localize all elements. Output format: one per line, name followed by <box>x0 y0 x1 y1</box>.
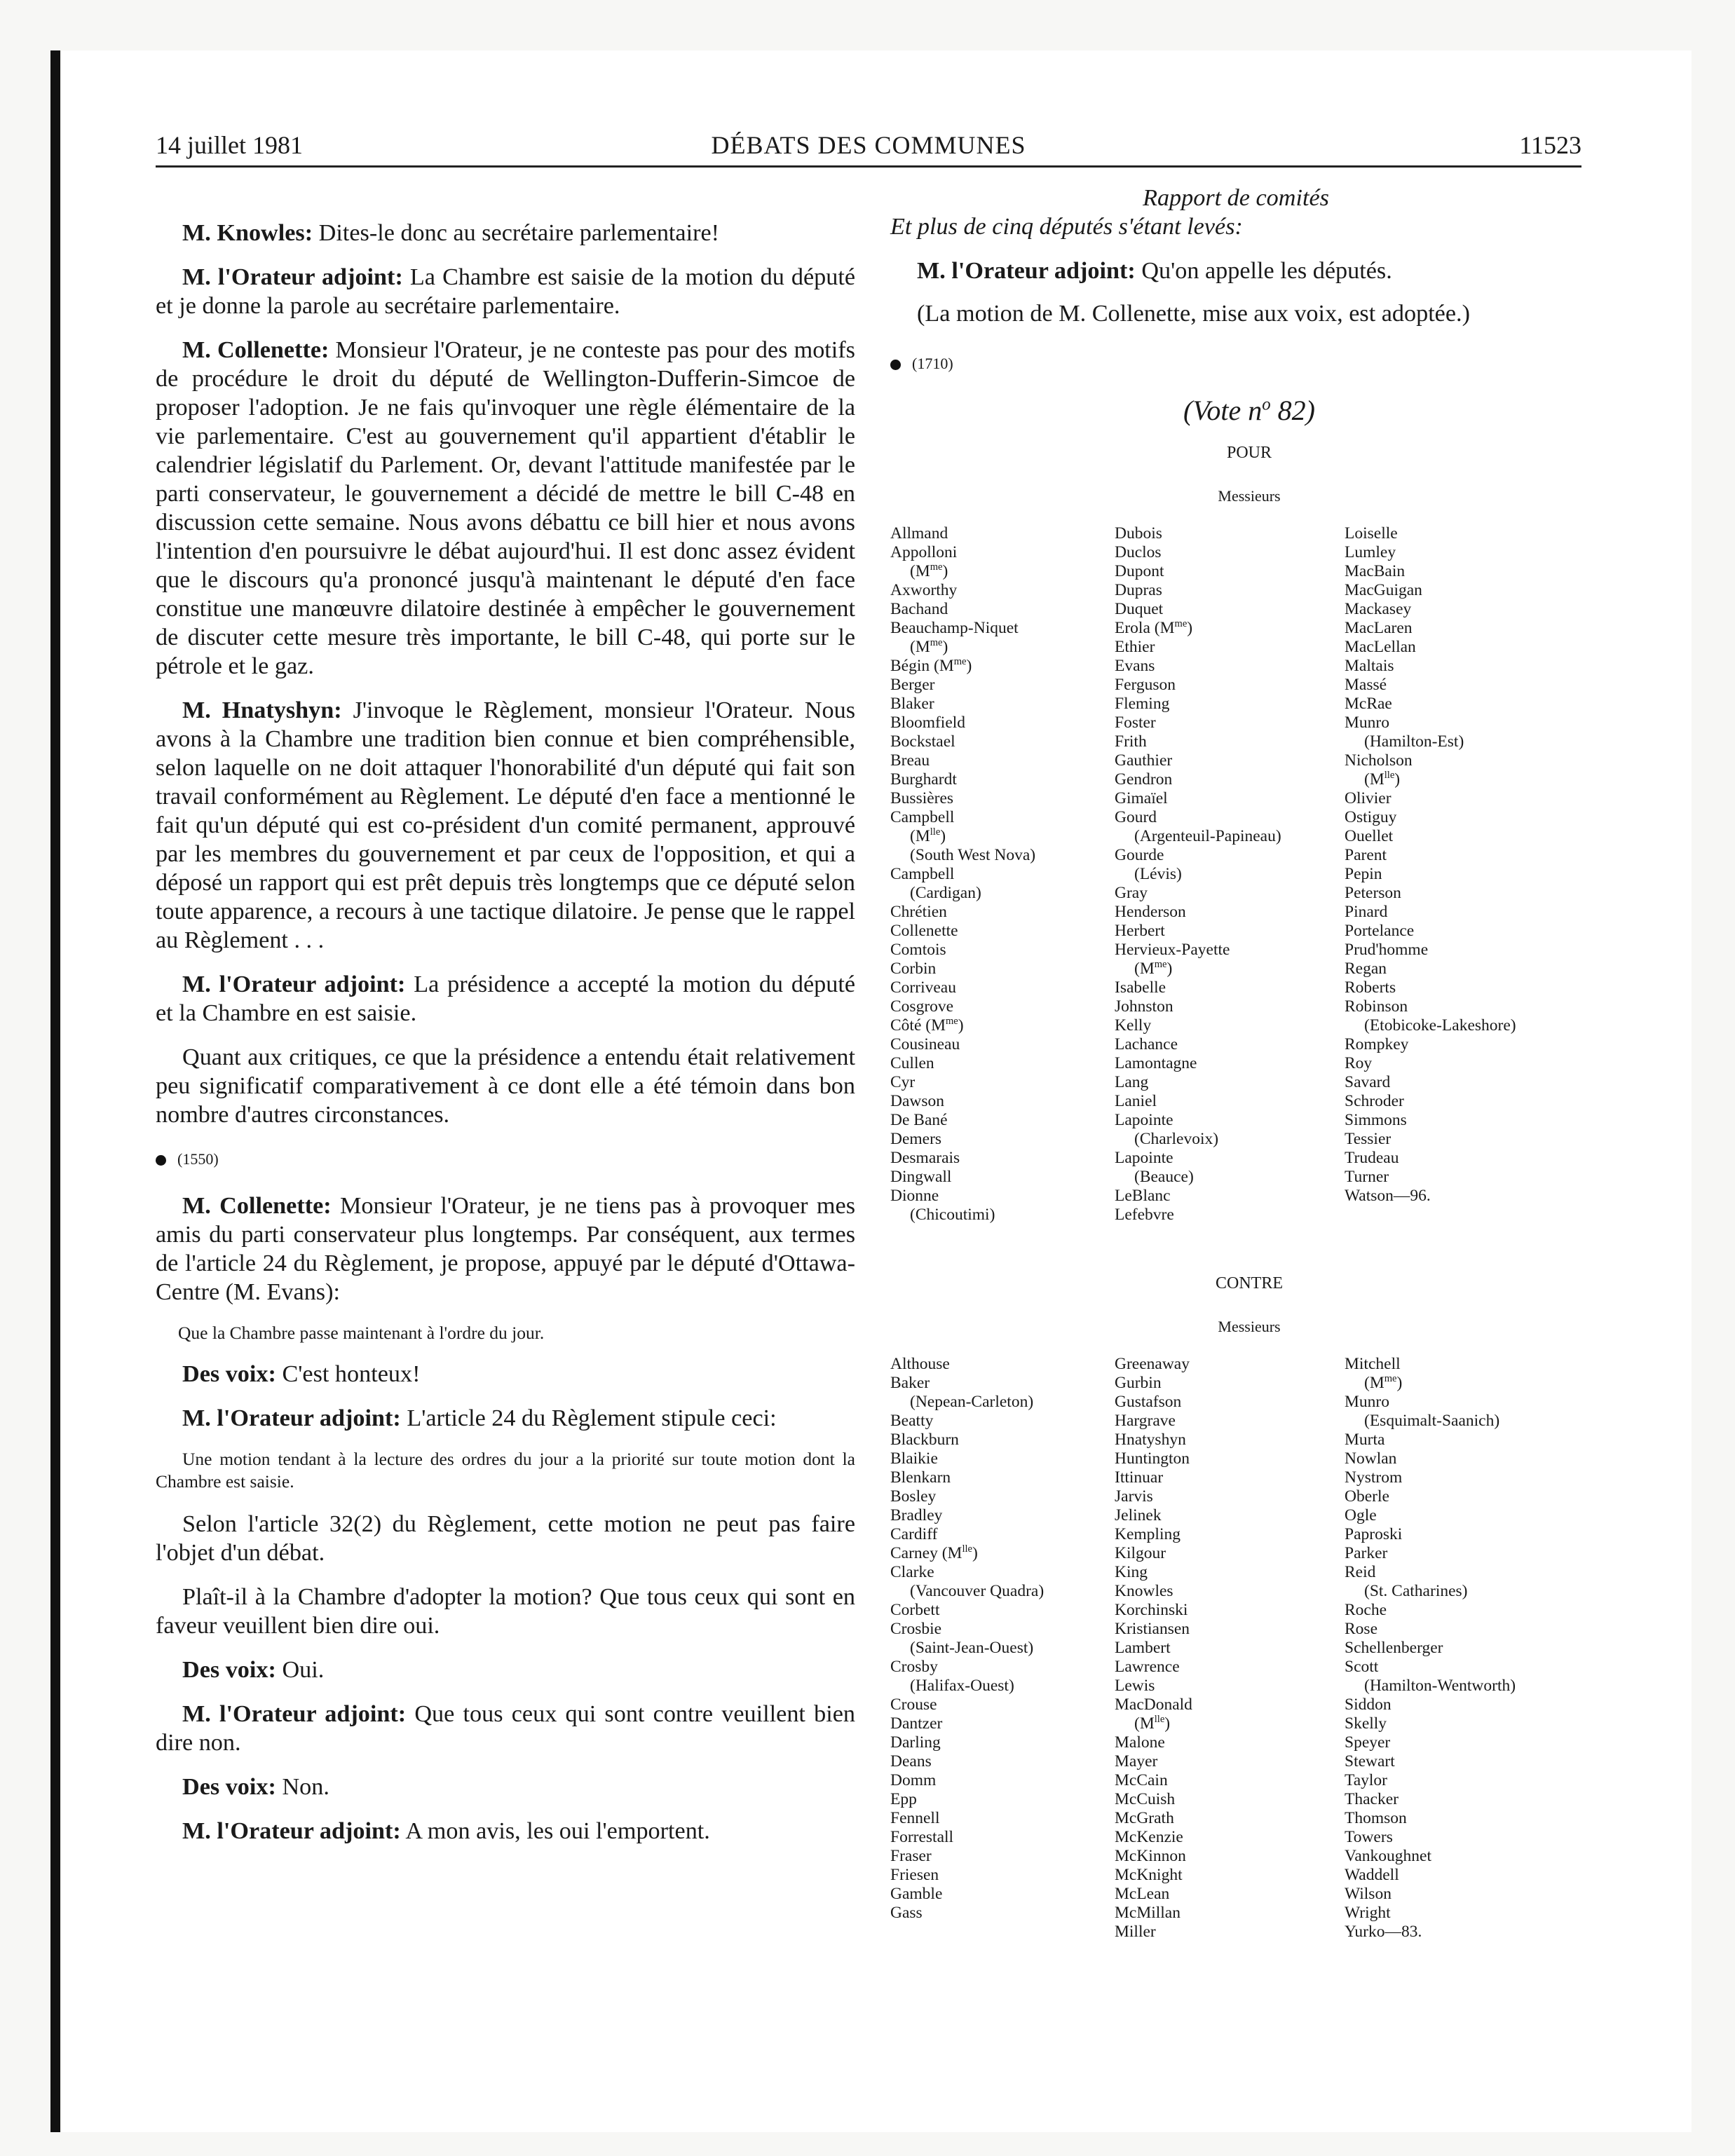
member-name: Allmand <box>890 524 948 543</box>
member-name: Siddon <box>1345 1696 1392 1714</box>
member-name: Tessier <box>1345 1130 1392 1148</box>
member-name: (Argenteuil-Papineau) <box>1134 827 1281 845</box>
member-name: Gray <box>1115 884 1148 902</box>
member-name: Thomson <box>1345 1809 1407 1827</box>
member-name: Fennell <box>890 1809 940 1827</box>
member-name: Demers <box>890 1130 942 1148</box>
member-name: Oberle <box>1345 1487 1389 1506</box>
member-name: (Nepean-Carleton) <box>910 1393 1034 1411</box>
member-name: Bradley <box>890 1506 943 1524</box>
member-name: (Vancouver Quadra) <box>910 1582 1045 1600</box>
member-name: Peterson <box>1345 884 1401 902</box>
member-name: (Saint-Jean-Ouest) <box>910 1639 1034 1657</box>
member-name: Kempling <box>1115 1525 1181 1543</box>
speaker-name: M. l'Orateur adjoint: <box>917 258 1136 284</box>
speaker-name: M. l'Orateur adjoint: <box>182 1405 401 1431</box>
member-name: Olivier <box>1345 789 1392 807</box>
member-name: Kristiansen <box>1115 1620 1190 1638</box>
speech-paragraph: M. l'Orateur adjoint: La Chambre est saisie de la motion du député et je donne la parole au secrétaire parlementaire. <box>156 264 856 319</box>
member-name: Roche <box>1345 1601 1387 1619</box>
speech-paragraph: Selon l'article 32(2) du Règlement, cette motion ne peut pas faire l'objet d'un débat. <box>156 1511 855 1566</box>
header-title: DÉBATS DES COMMUNES <box>711 131 1026 159</box>
member-name: Desmarais <box>890 1149 960 1167</box>
member-name: Murta <box>1345 1431 1385 1449</box>
member-name: Bloomfield <box>890 714 966 732</box>
member-name: Friesen <box>890 1866 939 1884</box>
member-name: Berger <box>890 676 935 694</box>
member-name: Greenaway <box>1115 1355 1190 1373</box>
member-name: (Esquimalt-Saanich) <box>1364 1412 1500 1430</box>
speaker-name: Des voix: <box>182 1657 276 1683</box>
member-name: Herbert <box>1115 922 1165 940</box>
member-name: Althouse <box>890 1355 950 1373</box>
member-name: Corbin <box>890 960 937 978</box>
member-name: (Lévis) <box>1134 865 1182 883</box>
member-name: $(M^{me})$ <box>910 561 948 580</box>
header-date: 14 juillet 1981 <box>156 131 303 159</box>
scan-edge-bar <box>50 50 60 2132</box>
member-name: Parker <box>1345 1544 1388 1562</box>
member-name: Cousineau <box>890 1035 960 1053</box>
member-name: Clarke <box>890 1563 934 1581</box>
right-column <box>890 184 1581 1942</box>
member-name: Pinard <box>1345 903 1388 921</box>
member-name: (Charlevoix) <box>1134 1130 1219 1148</box>
member-name: Gauthier <box>1115 751 1173 770</box>
pour-name-list <box>890 524 1581 1224</box>
member-name: Lapointe <box>1115 1111 1173 1129</box>
member-name: Gurbin <box>1115 1374 1162 1392</box>
member-name: Hargrave <box>1115 1412 1176 1430</box>
speech-paragraph: Plaît-il à la Chambre d'adopter la motion? Que tous ceux qui sont en faveur veuillent bien dire oui. <box>156 1584 855 1639</box>
pour-subheading: Messieurs <box>1218 487 1281 505</box>
member-name: Fleming <box>1115 695 1170 713</box>
member-name: Nowlan <box>1345 1449 1397 1468</box>
bullet-dot-icon <box>890 360 901 370</box>
member-name: Wilson <box>1345 1885 1392 1903</box>
contre-column-3 <box>1345 1355 1555 1942</box>
member-name: Fraser <box>890 1847 932 1865</box>
member-name: $(M^{lle})$ <box>910 826 946 845</box>
member-name: Cosgrove <box>890 997 954 1016</box>
member-name: Bachand <box>890 600 948 618</box>
member-name: Watson—96. <box>1345 1187 1431 1205</box>
member-name: Mackasey <box>1345 600 1412 618</box>
member-name: Dantzer <box>890 1714 943 1733</box>
member-name: Waddell <box>1345 1866 1399 1884</box>
member-name: $(M^{lle})$ <box>1364 770 1401 789</box>
speaker-name: M. l'Orateur adjoint: <box>182 264 403 290</box>
pour-column-3 <box>1345 524 1555 1224</box>
member-name: Comtois <box>890 941 946 959</box>
speaker-name: M. Hnatyshyn: <box>182 697 342 723</box>
member-name: Speyer <box>1345 1733 1391 1752</box>
member-name: LeBlanc <box>1115 1187 1171 1205</box>
speech-paragraph: M. Collenette: Monsieur l'Orateur, je ne tiens pas à provoquer mes amis du parti conservateur plus longtemps. Par conséquent, aux termes de l'article 24 du Règlement, je propose, appuyé par le député d'Ottawa-Centre (M. Evans): <box>156 1193 855 1305</box>
member-name: Lefebvre <box>1115 1206 1174 1224</box>
timestamp-1550: (1550) <box>156 1145 855 1173</box>
member-name: Hervieux-Payette <box>1115 941 1230 959</box>
member-name: Ouellet <box>1345 827 1394 845</box>
member-name: Ostiguy <box>1345 808 1397 826</box>
member-name: Munro <box>1345 714 1389 732</box>
member-name: Rompkey <box>1345 1035 1409 1053</box>
member-name: Axworthy <box>890 581 958 599</box>
speech-paragraph: Des voix: C'est honteux! <box>182 1361 421 1387</box>
member-name: $(M^{me})$ <box>1364 1373 1403 1392</box>
speaker-name: M. l'Orateur adjoint: <box>182 1701 407 1727</box>
speaker-name: M. Collenette: <box>182 1193 332 1219</box>
member-name: Gustafson <box>1115 1393 1182 1411</box>
member-name: Côté $(M^{me})$ <box>890 1016 964 1035</box>
member-name: Cyr <box>890 1073 916 1091</box>
speech-paragraph: M. Hnatyshyn: J'invoque le Règlement, monsieur l'Orateur. Nous avons à la Chambre une tradition bien connue et bien compréhensible, selon laquelle on ne doit attaquer l'honorabilité d'un député qui fait son travail conformément au Règlement. Le député d'en face a mentionné le fait qu'un député qui est co-président d'un comité permanent, approuvé par les membres du gouvernement et par ceux de l'opposition, et qui a déposé un rapport qui est prêt depuis très longtemps que ce député selon toute apparence, a recours à une tactique dilatoire. Je pense que le rappel au Règlement . . . <box>156 697 855 953</box>
member-name: Cardiff <box>890 1525 938 1543</box>
member-name: Epp <box>890 1790 917 1808</box>
member-name: McRae <box>1345 695 1392 713</box>
member-name: Reid <box>1345 1563 1376 1581</box>
member-name: Crosbie <box>890 1620 942 1638</box>
member-name: Knowles <box>1115 1582 1173 1600</box>
page-header <box>156 130 1581 164</box>
member-name: Lewis <box>1115 1677 1155 1695</box>
speech-paragraph: M. Collenette: Monsieur l'Orateur, je ne conteste pas pour des motifs de procédure le droit du député de Wellington-Dufferin-Simcoe de proposer l'adoption. Je ne fais qu'invoquer une règle élémentaire de la vie parlementaire. C'est au gouvernement qu'il appartient d'établir le calendrier législatif du Parlement. Or, devant l'attitude manifestée par le parti conservateur, le gouvernement a décidé de mettre le bill C-48 en discussion cette semaine. Nous avons débattu ce bill hier et nous avons l'intention d'en poursuivre le débat aujourd'hui. Il est donc assez évident que le discours qu'a prononcé jusqu'à maintenant le député d'en face constitue une manœuvre dilatoire destinée à empêcher le gouvernement de discuter cette mesure très importante, le bill C-48, qui porte sur le pétrole et le gaz. <box>156 337 855 679</box>
member-name: Pepin <box>1345 865 1382 883</box>
member-name: (South West Nova) <box>910 846 1036 864</box>
member-name: MacBain <box>1345 562 1406 580</box>
member-name: Prud'homme <box>1345 941 1429 959</box>
member-name: MacGuigan <box>1345 581 1422 599</box>
member-name: De Bané <box>890 1111 948 1129</box>
member-name: (Beauce) <box>1134 1168 1194 1186</box>
member-name: Campbell <box>890 808 955 826</box>
member-name: Crouse <box>890 1696 937 1714</box>
member-name: Wright <box>1345 1904 1391 1922</box>
speaker-name: M. Collenette: <box>182 337 329 363</box>
speech-paragraph: M. Knowles: Dites-le donc au secrétaire parlementaire! <box>182 220 720 246</box>
member-name: Skelly <box>1345 1714 1387 1733</box>
member-name: Schellenberger <box>1345 1639 1443 1657</box>
timestamp-1710: (1710) <box>890 349 1581 378</box>
member-name: Beauchamp-Niquet <box>890 619 1019 637</box>
contre-column-2 <box>1115 1355 1345 1942</box>
member-name: McKinnon <box>1115 1847 1186 1865</box>
member-name: Cullen <box>890 1054 934 1072</box>
member-name: Henderson <box>1115 903 1186 921</box>
member-name: Nystrom <box>1345 1468 1403 1487</box>
member-name: Bégin $(M^{me})$ <box>890 656 972 675</box>
speech-paragraph: M. l'Orateur adjoint: Qu'on appelle les députés. <box>917 258 1392 284</box>
speaker-name: M. l'Orateur adjoint: <box>182 1818 401 1844</box>
speech-paragraph: Des voix: Oui. <box>182 1657 325 1683</box>
member-name: Kelly <box>1115 1016 1152 1035</box>
member-name: Burghardt <box>890 770 957 789</box>
member-name: Rose <box>1345 1620 1377 1638</box>
member-name: Appolloni <box>890 543 958 561</box>
member-name: Domm <box>890 1771 937 1789</box>
member-name: $(M^{me})$ <box>1134 959 1173 978</box>
member-name: McMillan <box>1115 1904 1181 1922</box>
quoted-motion: Que la Chambre passe maintenant à l'ordre du jour. <box>178 1323 545 1343</box>
member-name: Frith <box>1115 732 1147 751</box>
member-name: Ferguson <box>1115 676 1176 694</box>
quoted-rule: Une motion tendant à la lecture des ordres du jour a la priorité sur toute motion dont la Chambre est saisie. <box>156 1449 855 1492</box>
member-name: Lachance <box>1115 1035 1178 1053</box>
member-name: (Chicoutimi) <box>910 1206 995 1224</box>
member-name: Dupras <box>1115 581 1162 599</box>
member-name: Taylor <box>1345 1771 1387 1789</box>
member-name: Nicholson <box>1345 751 1413 770</box>
member-name: Forrestall <box>890 1828 954 1846</box>
header-rule <box>156 165 1581 168</box>
member-name: $(M^{lle})$ <box>1134 1714 1171 1733</box>
member-name: (St. Catharines) <box>1364 1582 1468 1600</box>
member-name: Beatty <box>890 1412 934 1430</box>
member-name: Corbett <box>890 1601 940 1619</box>
member-name: (Etobicoke-Lakeshore) <box>1364 1016 1516 1035</box>
member-name: Dawson <box>890 1092 945 1110</box>
member-name: Ittinuar <box>1115 1468 1164 1487</box>
contre-subheading: Messieurs <box>1218 1318 1281 1335</box>
member-name: Malone <box>1115 1733 1165 1752</box>
member-name: Hnatyshyn <box>1115 1431 1186 1449</box>
contre-column-1 <box>890 1355 1115 1942</box>
member-name: Blaikie <box>890 1449 938 1468</box>
header-page-number: 11523 <box>1519 131 1581 159</box>
member-name: Dingwall <box>890 1168 952 1186</box>
speech-paragraph: Des voix: Non. <box>182 1774 329 1800</box>
bullet-dot-icon <box>156 1155 166 1166</box>
member-name: Savard <box>1345 1073 1391 1091</box>
stage-direction: Et plus de cinq députés s'étant levés: <box>890 214 1243 240</box>
pour-column-2 <box>1115 524 1345 1224</box>
member-name: Stewart <box>1345 1752 1395 1770</box>
member-name: Lamontagne <box>1115 1054 1197 1072</box>
member-name: Laniel <box>1115 1092 1157 1110</box>
member-name: Carney $(M^{lle})$ <box>890 1543 978 1562</box>
member-name: Blenkarn <box>890 1468 951 1487</box>
member-name: Gimaïel <box>1115 789 1168 807</box>
member-name: Regan <box>1345 960 1387 978</box>
member-name: McKnight <box>1115 1866 1183 1884</box>
pour-heading: POUR <box>1226 444 1272 462</box>
pour-column-1 <box>890 524 1115 1224</box>
member-name: McLean <box>1115 1885 1170 1903</box>
member-name: (Hamilton-Est) <box>1364 732 1464 751</box>
member-name: Maltais <box>1345 657 1394 675</box>
member-name: (Cardigan) <box>910 884 981 902</box>
member-name: Crosby <box>890 1658 938 1676</box>
member-name: Yurko—83. <box>1345 1923 1422 1941</box>
speech-paragraph: M. l'Orateur adjoint: Que tous ceux qui sont contre veuillent bien dire non. <box>156 1701 855 1756</box>
member-name: Breau <box>890 751 930 770</box>
member-name: Kilgour <box>1115 1544 1166 1562</box>
left-column <box>156 219 855 1861</box>
member-name: Loiselle <box>1345 524 1398 543</box>
member-name: Simmons <box>1345 1111 1407 1129</box>
motion-result: (La motion de M. Collenette, mise aux voix, est adoptée.) <box>917 301 1470 327</box>
member-name: Portelance <box>1345 922 1415 940</box>
speaker-name: Des voix: <box>182 1774 276 1800</box>
member-name: McGrath <box>1115 1809 1174 1827</box>
member-name: Corriveau <box>890 978 956 997</box>
member-name: Thacker <box>1345 1790 1399 1808</box>
member-name: Paproski <box>1345 1525 1403 1543</box>
member-name: Duclos <box>1115 543 1162 561</box>
member-name: Robinson <box>1345 997 1408 1016</box>
member-name: Parent <box>1345 846 1387 864</box>
contre-heading: CONTRE <box>1216 1274 1283 1292</box>
member-name: Blackburn <box>890 1431 959 1449</box>
member-name: Chrétien <box>890 903 947 921</box>
member-name: MacLaren <box>1345 619 1413 637</box>
member-name: King <box>1115 1563 1148 1581</box>
member-name: Bockstael <box>890 732 955 751</box>
member-name: MacDonald <box>1115 1696 1192 1714</box>
member-name: Turner <box>1345 1168 1389 1186</box>
member-name: Vankoughnet <box>1345 1847 1432 1865</box>
member-name: Schroder <box>1345 1092 1404 1110</box>
member-name: (Hamilton-Wentworth) <box>1364 1677 1516 1695</box>
member-name: McKenzie <box>1115 1828 1183 1846</box>
member-name: Bosley <box>890 1487 937 1506</box>
member-name: Munro <box>1345 1393 1389 1411</box>
member-name: Lapointe <box>1115 1149 1173 1167</box>
vote-title: (Vote $n^o$ 82) <box>1183 395 1315 426</box>
member-name: (Halifax-Ouest) <box>910 1677 1014 1695</box>
speaker-name: Des voix: <box>182 1361 276 1387</box>
member-name: Darling <box>890 1733 941 1752</box>
member-name: Roberts <box>1345 978 1396 997</box>
member-name: Mitchell <box>1345 1355 1401 1373</box>
member-name: Campbell <box>890 865 955 883</box>
speech-paragraph: M. l'Orateur adjoint: A mon avis, les oui l'emportent. <box>182 1818 710 1844</box>
member-name: Jarvis <box>1115 1487 1153 1506</box>
member-name: Dionne <box>890 1187 939 1205</box>
member-name: Isabelle <box>1115 978 1166 997</box>
member-name: Scott <box>1345 1658 1379 1676</box>
member-name: Huntington <box>1115 1449 1190 1468</box>
member-name: Mayer <box>1115 1752 1158 1770</box>
member-name: Gass <box>890 1904 923 1922</box>
member-name: Gourde <box>1115 846 1164 864</box>
speaker-name: M. Knowles: <box>182 220 313 246</box>
member-name: Deans <box>890 1752 932 1770</box>
member-name: Korchinski <box>1115 1601 1188 1619</box>
member-name: Ogle <box>1345 1506 1377 1524</box>
speech-paragraph: M. l'Orateur adjoint: La présidence a accepté la motion du député et la Chambre en est saisie. <box>156 971 855 1026</box>
member-name: Lawrence <box>1115 1658 1180 1676</box>
member-name: Roy <box>1345 1054 1373 1072</box>
member-name: Lang <box>1115 1073 1149 1091</box>
member-name: Gamble <box>890 1885 943 1903</box>
member-name: Duquet <box>1115 600 1164 618</box>
contre-name-list <box>890 1355 1581 1942</box>
member-name: Gendron <box>1115 770 1173 789</box>
member-name: Massé <box>1345 676 1387 694</box>
member-name: Dupont <box>1115 562 1164 580</box>
member-name: Johnston <box>1115 997 1173 1016</box>
member-name: Baker <box>890 1374 930 1392</box>
speech-paragraph: M. l'Orateur adjoint: L'article 24 du Règlement stipule ceci: <box>182 1405 777 1431</box>
member-name: Foster <box>1115 714 1156 732</box>
speech-paragraph: Quant aux critiques, ce que la présidence a entendu était relativement peu significatif comparativement à ce dont elle a été témoin dans bon nombre d'autres circonstances. <box>156 1044 855 1128</box>
member-name: MacLellan <box>1345 638 1416 656</box>
member-name: Bussières <box>890 789 954 807</box>
member-name: Gourd <box>1115 808 1157 826</box>
member-name: McCain <box>1115 1771 1168 1789</box>
member-name: Dubois <box>1115 524 1162 543</box>
member-name: Miller <box>1115 1923 1156 1941</box>
member-name: Collenette <box>890 922 958 940</box>
member-name: Trudeau <box>1345 1149 1399 1167</box>
speaker-name: M. l'Orateur adjoint: <box>182 971 406 997</box>
member-name: Lumley <box>1345 543 1396 561</box>
member-name: Lambert <box>1115 1639 1171 1657</box>
member-name: Blaker <box>890 695 934 713</box>
member-name: Ethier <box>1115 638 1155 656</box>
member-name: Evans <box>1115 657 1155 675</box>
member-name: Jelinek <box>1115 1506 1162 1524</box>
section-heading: Rapport de comités <box>1143 185 1329 211</box>
member-name: Erola $(M^{me})$ <box>1115 618 1193 637</box>
member-name: Towers <box>1345 1828 1393 1846</box>
member-name: $(M^{me})$ <box>910 637 948 656</box>
member-name: McCuish <box>1115 1790 1176 1808</box>
